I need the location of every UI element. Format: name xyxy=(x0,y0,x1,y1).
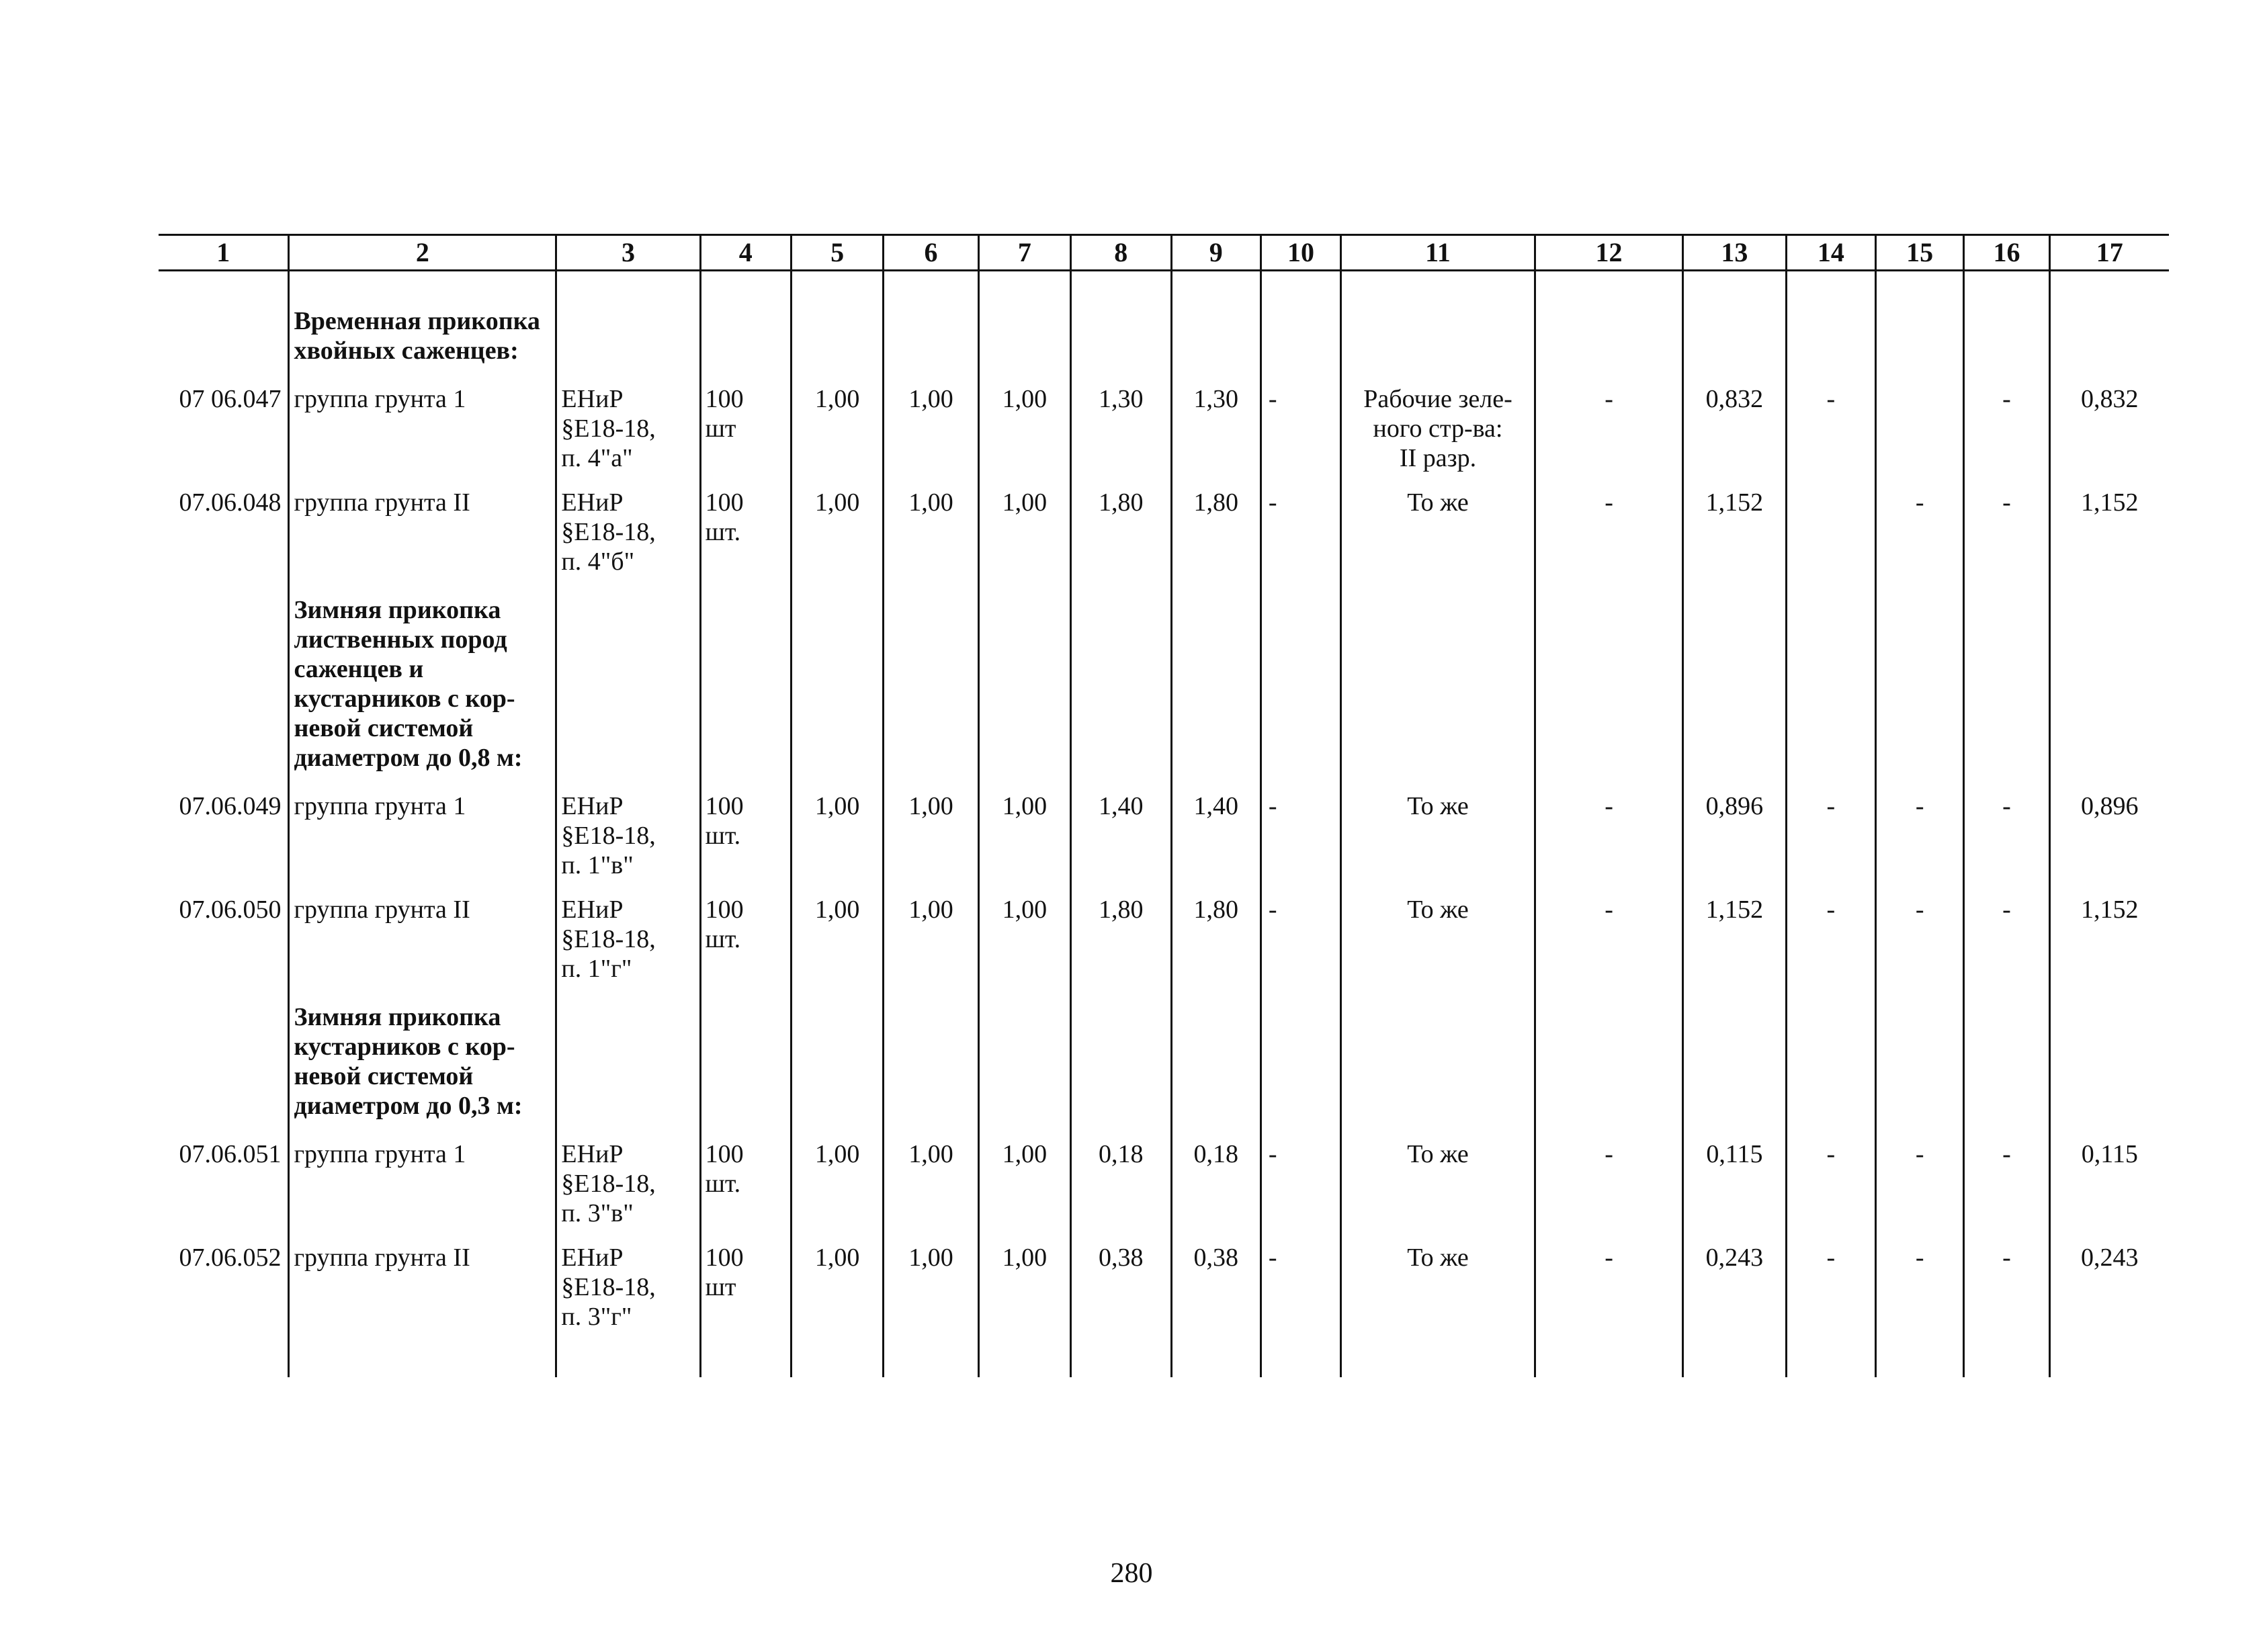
empty-cell xyxy=(1535,1346,1682,1377)
value-cell: 1,152 xyxy=(1683,488,1787,591)
empty-cell xyxy=(1535,271,1682,303)
empty-cell xyxy=(1786,591,1875,791)
value-cell: 1,00 xyxy=(978,895,1070,998)
unit-of-measure: 100 шт. xyxy=(700,1139,791,1243)
value-cell: - xyxy=(1261,1139,1340,1243)
value-cell xyxy=(1786,488,1875,591)
empty-cell xyxy=(700,1346,791,1377)
empty-cell xyxy=(700,302,791,384)
empty-cell xyxy=(556,998,700,1139)
worker-category: То же xyxy=(1341,791,1535,895)
empty-cell xyxy=(1071,591,1171,791)
empty-cell xyxy=(1876,302,1964,384)
value-cell: 1,00 xyxy=(884,895,978,998)
empty-cell xyxy=(159,302,289,384)
value-cell: 1,00 xyxy=(978,1139,1070,1243)
empty-cell xyxy=(1261,1346,1340,1377)
value-cell: - xyxy=(1535,1139,1682,1243)
unit-of-measure: 100 шт. xyxy=(700,791,791,895)
value-cell: - xyxy=(1876,1139,1964,1243)
empty-cell xyxy=(2049,302,2169,384)
value-cell: 1,152 xyxy=(2049,488,2169,591)
value-cell: 1,00 xyxy=(978,791,1070,895)
table-row xyxy=(159,1139,2169,1243)
empty-cell xyxy=(289,271,556,303)
section-header-row xyxy=(159,998,2169,1139)
empty-cell xyxy=(1171,1346,1261,1377)
empty-cell xyxy=(1964,271,2049,303)
value-cell: 1,00 xyxy=(978,1243,1070,1346)
value-cell: 1,00 xyxy=(884,384,978,488)
value-cell: 1,00 xyxy=(884,488,978,591)
section-header-row xyxy=(159,591,2169,791)
value-cell: - xyxy=(1964,895,2049,998)
section-header-row xyxy=(159,302,2169,384)
value-cell: - xyxy=(1964,384,2049,488)
empty-cell xyxy=(159,591,289,791)
empty-cell xyxy=(978,591,1070,791)
unit-of-measure: 100 шт xyxy=(700,384,791,488)
empty-cell xyxy=(1786,998,1875,1139)
empty-cell xyxy=(791,1346,883,1377)
value-cell: 0,18 xyxy=(1171,1139,1261,1243)
empty-cell xyxy=(1876,998,1964,1139)
column-header: 9 xyxy=(1171,235,1261,271)
value-cell: - xyxy=(1261,384,1340,488)
empty-cell xyxy=(1071,1346,1171,1377)
norm-reference: ЕНиР §Е18-18, п. 3"в" xyxy=(556,1139,700,1243)
value-cell: - xyxy=(1786,384,1875,488)
value-cell: - xyxy=(1876,791,1964,895)
empty-cell xyxy=(1341,302,1535,384)
table-row xyxy=(159,895,2169,998)
value-cell: - xyxy=(1876,488,1964,591)
table-row xyxy=(159,791,2169,895)
value-cell: 0,832 xyxy=(1683,384,1787,488)
value-cell: 1,00 xyxy=(791,488,883,591)
empty-cell xyxy=(556,271,700,303)
column-header: 5 xyxy=(791,235,883,271)
norms-table-container xyxy=(159,234,2169,1377)
value-cell: 0,896 xyxy=(2049,791,2169,895)
empty-cell xyxy=(1071,271,1171,303)
empty-cell xyxy=(1786,1346,1875,1377)
work-name: группа грунта II xyxy=(289,895,556,998)
value-cell: 1,40 xyxy=(1071,791,1171,895)
work-name: группа грунта 1 xyxy=(289,384,556,488)
empty-cell xyxy=(1876,1346,1964,1377)
empty-cell xyxy=(884,271,978,303)
empty-cell xyxy=(2049,1346,2169,1377)
value-cell: 1,00 xyxy=(978,384,1070,488)
worker-category: То же xyxy=(1341,895,1535,998)
empty-cell xyxy=(1683,1346,1787,1377)
empty-cell xyxy=(1071,998,1171,1139)
value-cell: 0,243 xyxy=(2049,1243,2169,1346)
empty-cell xyxy=(556,1346,700,1377)
empty-cell xyxy=(1171,591,1261,791)
column-header: 6 xyxy=(884,235,978,271)
value-cell: 1,30 xyxy=(1171,384,1261,488)
empty-cell xyxy=(1876,591,1964,791)
norms-table xyxy=(159,234,2169,1377)
empty-cell xyxy=(791,591,883,791)
empty-cell xyxy=(1261,271,1340,303)
empty-cell xyxy=(791,302,883,384)
empty-cell xyxy=(1071,302,1171,384)
value-cell: 1,00 xyxy=(791,384,883,488)
work-name: группа грунта II xyxy=(289,488,556,591)
empty-cell xyxy=(1261,998,1340,1139)
table-row xyxy=(159,384,2169,488)
value-cell: 0,18 xyxy=(1071,1139,1171,1243)
value-cell: 1,80 xyxy=(1171,895,1261,998)
table-row xyxy=(159,1243,2169,1346)
worker-category: То же xyxy=(1341,488,1535,591)
value-cell: 1,40 xyxy=(1171,791,1261,895)
value-cell: 0,115 xyxy=(1683,1139,1787,1243)
value-cell: 1,00 xyxy=(791,1243,883,1346)
value-cell: - xyxy=(1535,791,1682,895)
value-cell: 0,38 xyxy=(1171,1243,1261,1346)
empty-cell xyxy=(2049,998,2169,1139)
value-cell: - xyxy=(1876,895,1964,998)
empty-cell xyxy=(978,1346,1070,1377)
value-cell: 0,832 xyxy=(2049,384,2169,488)
norm-code: 07.06.050 xyxy=(179,896,282,924)
unit-of-measure: 100 шт. xyxy=(700,895,791,998)
value-cell: - xyxy=(1786,1139,1875,1243)
empty-cell xyxy=(978,302,1070,384)
value-cell: 1,00 xyxy=(884,1243,978,1346)
value-cell: 1,152 xyxy=(2049,895,2169,998)
value-cell: 1,00 xyxy=(884,791,978,895)
value-cell: 1,80 xyxy=(1071,895,1171,998)
norm-code: 07.06.052 xyxy=(179,1244,282,1272)
empty-cell xyxy=(1683,302,1787,384)
value-cell: - xyxy=(1261,895,1340,998)
empty-cell xyxy=(159,271,289,303)
spacer-row xyxy=(159,271,2169,303)
work-name: группа грунта 1 xyxy=(289,791,556,895)
value-cell: - xyxy=(1261,488,1340,591)
empty-cell xyxy=(1171,302,1261,384)
column-header: 14 xyxy=(1786,235,1875,271)
empty-cell xyxy=(884,1346,978,1377)
empty-cell xyxy=(1261,591,1340,791)
empty-cell xyxy=(159,998,289,1139)
norm-code: 07.06.048 xyxy=(179,488,282,517)
column-header: 11 xyxy=(1341,235,1535,271)
work-name: группа грунта 1 xyxy=(289,1139,556,1243)
value-cell: - xyxy=(1261,1243,1340,1346)
empty-cell xyxy=(1964,998,2049,1139)
empty-cell xyxy=(1341,1346,1535,1377)
value-cell: 1,30 xyxy=(1071,384,1171,488)
value-cell: 0,115 xyxy=(2049,1139,2169,1243)
value-cell: - xyxy=(1876,1243,1964,1346)
empty-cell xyxy=(884,591,978,791)
empty-cell xyxy=(2049,271,2169,303)
value-cell: 1,00 xyxy=(791,895,883,998)
empty-cell xyxy=(556,302,700,384)
empty-cell xyxy=(1341,271,1535,303)
empty-cell xyxy=(1535,302,1682,384)
empty-cell xyxy=(1683,998,1787,1139)
value-cell: 0,38 xyxy=(1071,1243,1171,1346)
column-header: 17 xyxy=(2049,235,2169,271)
value-cell: - xyxy=(1535,1243,1682,1346)
norm-code: 07.06.049 xyxy=(179,792,282,820)
column-header: 15 xyxy=(1876,235,1964,271)
value-cell: 1,00 xyxy=(791,791,883,895)
worker-category: Рабочие зеле- ного стр-ва: II разр. xyxy=(1341,384,1535,488)
value-cell: - xyxy=(1964,1139,2049,1243)
empty-cell xyxy=(1683,591,1787,791)
section-title: Временная прикопка хвойных саженцев: xyxy=(289,302,556,384)
value-cell: - xyxy=(1964,488,2049,591)
column-header: 16 xyxy=(1964,235,2049,271)
norm-reference: ЕНиР §Е18-18, п. 4"б" xyxy=(556,488,700,591)
empty-cell xyxy=(978,998,1070,1139)
empty-cell xyxy=(791,271,883,303)
empty-cell xyxy=(1171,998,1261,1139)
norm-code: 07 06.047 xyxy=(179,385,282,413)
worker-category: То же xyxy=(1341,1243,1535,1346)
value-cell: - xyxy=(1535,895,1682,998)
empty-cell xyxy=(1261,302,1340,384)
value-cell: - xyxy=(1786,1243,1875,1346)
norm-reference: ЕНиР §Е18-18, п. 1"в" xyxy=(556,791,700,895)
value-cell: 0,896 xyxy=(1683,791,1787,895)
empty-cell xyxy=(2049,591,2169,791)
table-row xyxy=(159,488,2169,591)
value-cell: - xyxy=(1786,895,1875,998)
empty-cell xyxy=(1683,271,1787,303)
value-cell: - xyxy=(1261,791,1340,895)
empty-cell xyxy=(700,271,791,303)
value-cell: - xyxy=(1964,791,2049,895)
column-header: 12 xyxy=(1535,235,1682,271)
page-number: 280 xyxy=(1110,1558,1153,1589)
value-cell: - xyxy=(1964,1243,2049,1346)
empty-cell xyxy=(289,1346,556,1377)
value-cell: - xyxy=(1535,488,1682,591)
value-cell: - xyxy=(1786,791,1875,895)
empty-cell xyxy=(1964,302,2049,384)
value-cell: 1,152 xyxy=(1683,895,1787,998)
column-header: 7 xyxy=(978,235,1070,271)
column-header: 1 xyxy=(159,235,289,271)
norm-reference: ЕНиР §Е18-18, п. 1"г" xyxy=(556,895,700,998)
empty-cell xyxy=(1535,998,1682,1139)
value-cell: - xyxy=(1535,384,1682,488)
empty-cell xyxy=(1341,591,1535,791)
empty-cell xyxy=(556,591,700,791)
norm-code: 07.06.051 xyxy=(179,1140,282,1168)
empty-cell xyxy=(1341,998,1535,1139)
value-cell: 1,00 xyxy=(978,488,1070,591)
value-cell: 1,00 xyxy=(884,1139,978,1243)
spacer-row xyxy=(159,1346,2169,1377)
unit-of-measure: 100 шт xyxy=(700,1243,791,1346)
worker-category: То же xyxy=(1341,1139,1535,1243)
value-cell: 1,80 xyxy=(1171,488,1261,591)
empty-cell xyxy=(1535,591,1682,791)
value-cell xyxy=(1876,384,1964,488)
column-header: 10 xyxy=(1261,235,1340,271)
value-cell: 1,00 xyxy=(791,1139,883,1243)
table-body xyxy=(159,271,2169,1378)
empty-cell xyxy=(884,302,978,384)
empty-cell xyxy=(700,591,791,791)
empty-cell xyxy=(1964,1346,2049,1377)
column-header: 4 xyxy=(700,235,791,271)
section-title: Зимняя прикопка лиственных пород саженцев и кустарников с кор- невой системой диаметром до 0,8 м: xyxy=(289,591,556,791)
empty-cell xyxy=(884,998,978,1139)
empty-cell xyxy=(1964,591,2049,791)
unit-of-measure: 100 шт. xyxy=(700,488,791,591)
column-header: 2 xyxy=(289,235,556,271)
column-header: 3 xyxy=(556,235,700,271)
column-header: 13 xyxy=(1683,235,1787,271)
empty-cell xyxy=(1171,271,1261,303)
empty-cell xyxy=(978,271,1070,303)
section-title: Зимняя прикопка кустарников с кор- невой системой диаметром до 0,3 м: xyxy=(289,998,556,1139)
value-cell: 0,243 xyxy=(1683,1243,1787,1346)
column-number-row xyxy=(159,235,2169,271)
work-name: группа грунта II xyxy=(289,1243,556,1346)
norm-reference: ЕНиР §Е18-18, п. 4"а" xyxy=(556,384,700,488)
empty-cell xyxy=(1786,302,1875,384)
empty-cell xyxy=(1876,271,1964,303)
empty-cell xyxy=(1786,271,1875,303)
empty-cell xyxy=(159,1346,289,1377)
norm-reference: ЕНиР §Е18-18, п. 3"г" xyxy=(556,1243,700,1346)
column-header: 8 xyxy=(1071,235,1171,271)
empty-cell xyxy=(700,998,791,1139)
value-cell: 1,80 xyxy=(1071,488,1171,591)
empty-cell xyxy=(791,998,883,1139)
